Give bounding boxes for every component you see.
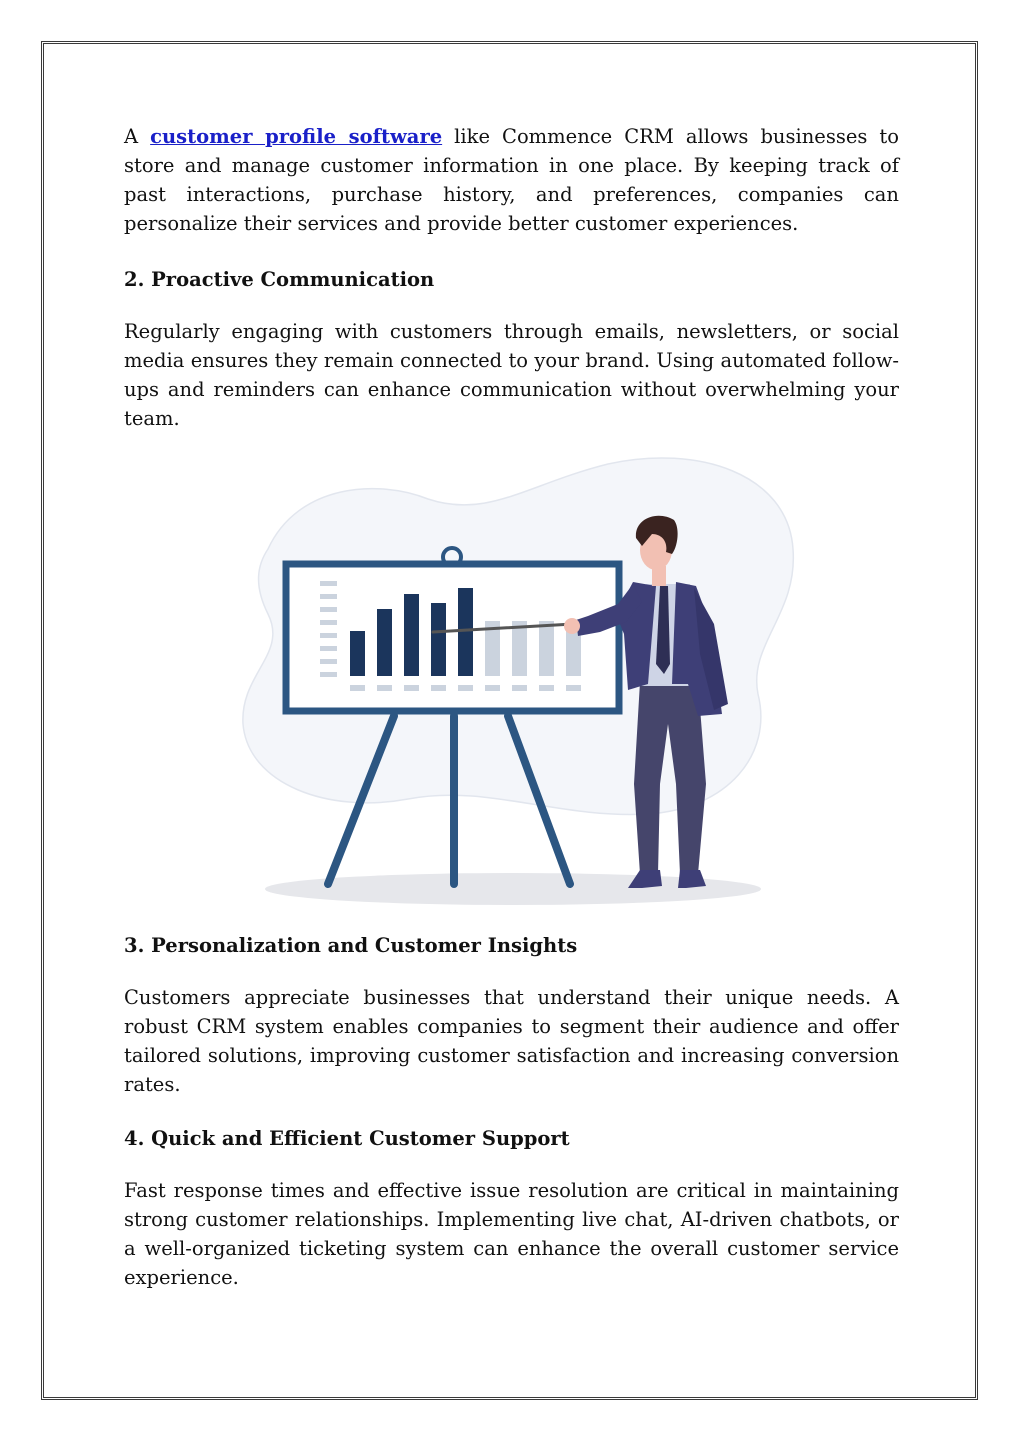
bar-5 [458,588,473,676]
presentation-illustration-svg [228,454,798,909]
bar-2 [377,609,392,676]
bar-3 [404,594,419,676]
section-2-heading: 2. Proactive Communication [124,268,435,291]
presenter-shoe-right [678,870,706,888]
intro-paragraph [124,122,899,238]
section-2-paragraph: Regularly engaging with customers through emails, newsletters, or social media ensures they remain connected to your brand. Using automated follow-ups and reminders can enhance communication without overwhelming your team. [124,320,899,430]
section-3-paragraph: Customers appreciate businesses that understand their unique needs. A robust CRM system enables companies to segment their audience and offer tailored solutions, improving customer satisfaction and increasing conversion rates. [124,986,899,1096]
bar-8 [539,621,554,676]
bar-1 [350,631,365,676]
customer-profile-software-link[interactable]: customer profile software [150,125,443,148]
presenter-hand [564,618,580,634]
presenter-with-chart-illustration [228,454,798,909]
section-4-heading: 4. Quick and Efficient Customer Support [124,1127,570,1150]
x-axis-ticks [350,685,581,691]
section-4-paragraph: Fast response times and effective issue resolution are critical in maintaining strong customer relationships. Implementing live chat, AI-driven chatbots, or a well-organized ticketing system can enhance the overall customer service experience. [124,1179,899,1289]
intro-rest: like Commence CRM allows businesses to store and manage customer information in one place. By keeping track of past interactions, purchase history, and preferences, companies can personalize their services and provide better customer experiences. [124,125,899,235]
bar-4 [431,603,446,676]
bar-7 [512,621,527,676]
intro-prefix: A [124,125,151,148]
section-3-heading: 3. Personalization and Customer Insights [124,934,578,957]
